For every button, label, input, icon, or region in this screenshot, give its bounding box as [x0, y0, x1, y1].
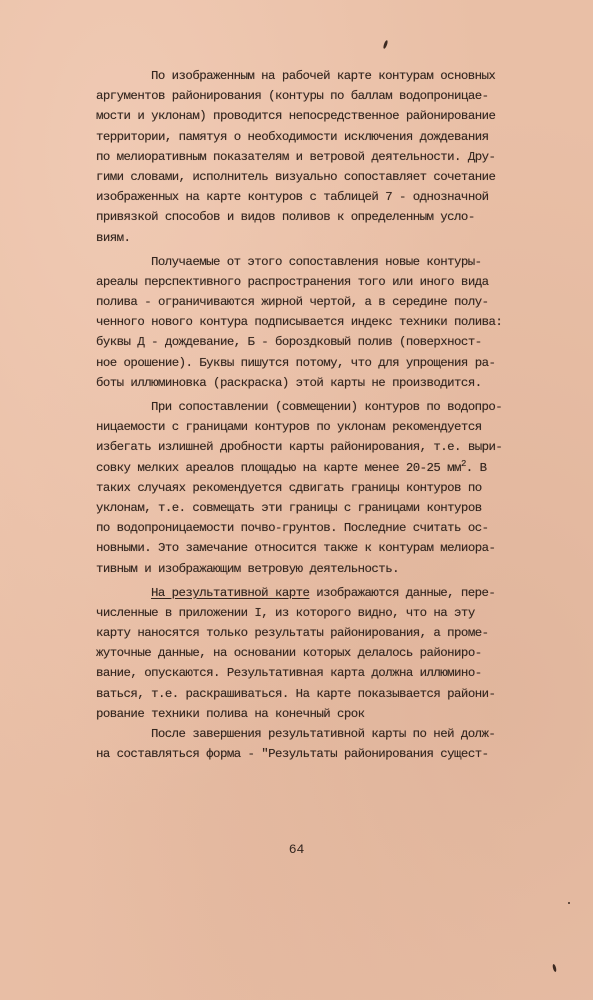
text-line: ваться, т.е. раскрашиваться. На карте показывается райони- — [96, 686, 496, 701]
text-line: ченного нового контура подписывается индекс техники полива: — [96, 315, 503, 330]
text-segment: совку мелких ареалов площадью на карте менее 20-25 мм — [96, 460, 461, 475]
body-text — [96, 66, 576, 764]
paragraph-3 — [96, 397, 576, 579]
text-line: численные в приложении I, из которого видно, что на эту — [96, 605, 475, 620]
text-line: боты иллюминовка (раскраска) этой карты не производится. — [96, 375, 482, 390]
ink-speck — [568, 902, 570, 904]
text-line: территории, памятуя о необходимости исключения дождевания — [96, 129, 489, 144]
text-line: полива - ограничиваются жирной чертой, а в середине полу- — [96, 295, 489, 310]
text-line: таких случаях рекомендуется сдвигать границы контуров по — [96, 480, 482, 495]
text-line: карту наносятся только результаты районирования, а проме- — [96, 626, 489, 641]
text-line: аргументов районирования (контуры по баллам водопроницае- — [96, 89, 489, 104]
text-segment: . В — [465, 460, 487, 475]
ink-mark — [383, 40, 389, 49]
paragraph-5 — [96, 724, 576, 764]
text-line: Получаемые от этого сопоставления новые контуры- — [151, 254, 482, 269]
text-line: по водопроницаемости почво-грунтов. Последние считать ос- — [96, 521, 489, 536]
paragraph-2 — [96, 252, 576, 393]
text-line: уклонам, т.е. совмещать эти границы с границами контуров — [96, 500, 482, 515]
text-line: рование техники полива на конечный срок — [96, 706, 365, 721]
text-line: ницаемости с границами контуров по уклонам рекомендуется — [96, 420, 482, 435]
text-line: При сопоставлении (совмещении) контуров по водопро- — [151, 400, 503, 414]
text-line: на составляться форма - "Результаты районирования сущест- — [96, 747, 489, 762]
ink-mark — [552, 964, 557, 973]
text-segment: изображаются данные, пере- — [309, 585, 496, 600]
text-line: ное орошение). Буквы пишутся потому, что для упрощения ра- — [96, 355, 496, 370]
paragraph-4 — [96, 583, 576, 724]
text-line: жуточные данные, на основании которых делалось райониро- — [96, 646, 482, 661]
text-line: гими словами, исполнитель визуально сопоставляет сочетание — [96, 169, 496, 184]
text-line: тивным и изображающим ветровую деятельность. — [96, 561, 399, 576]
text-line: привязкой способов и видов поливов к определенным усло- — [96, 210, 475, 225]
text-line: по мелиоративным показателям и ветровой деятельности. Дру- — [96, 149, 496, 164]
text-line: ареалы перспективного распространения того или иного вида — [96, 274, 489, 289]
text-line-with-superscript — [96, 458, 576, 478]
text-line: По изображенным на рабочей карте контурам основных — [151, 69, 496, 83]
underlined-term: На результативной карте — [151, 585, 310, 600]
text-line: изображенных на карте контуров с таблицей 7 - однозначной — [96, 190, 489, 205]
text-line — [96, 583, 576, 603]
text-line: избегать излишней дробности карты районирования, т.е. выри- — [96, 440, 503, 455]
text-line: мости и уклонам) проводится непосредственное районирование — [96, 109, 496, 124]
text-line: вание, опускаются. Результативная карта должна иллюмино- — [96, 666, 482, 681]
text-line: новными. Это замечание относится также к контурам мелиора- — [96, 541, 496, 556]
page-number: 64 — [288, 842, 305, 857]
text-line: После завершения результативной карты по ней долж- — [151, 727, 496, 741]
superscript-2: 2 — [460, 458, 466, 469]
paragraph-1 — [96, 66, 576, 248]
text-line: буквы Д - дождевание, Б - бороздковый полив (поверхност- — [96, 335, 482, 350]
text-line: виям. — [96, 230, 131, 245]
